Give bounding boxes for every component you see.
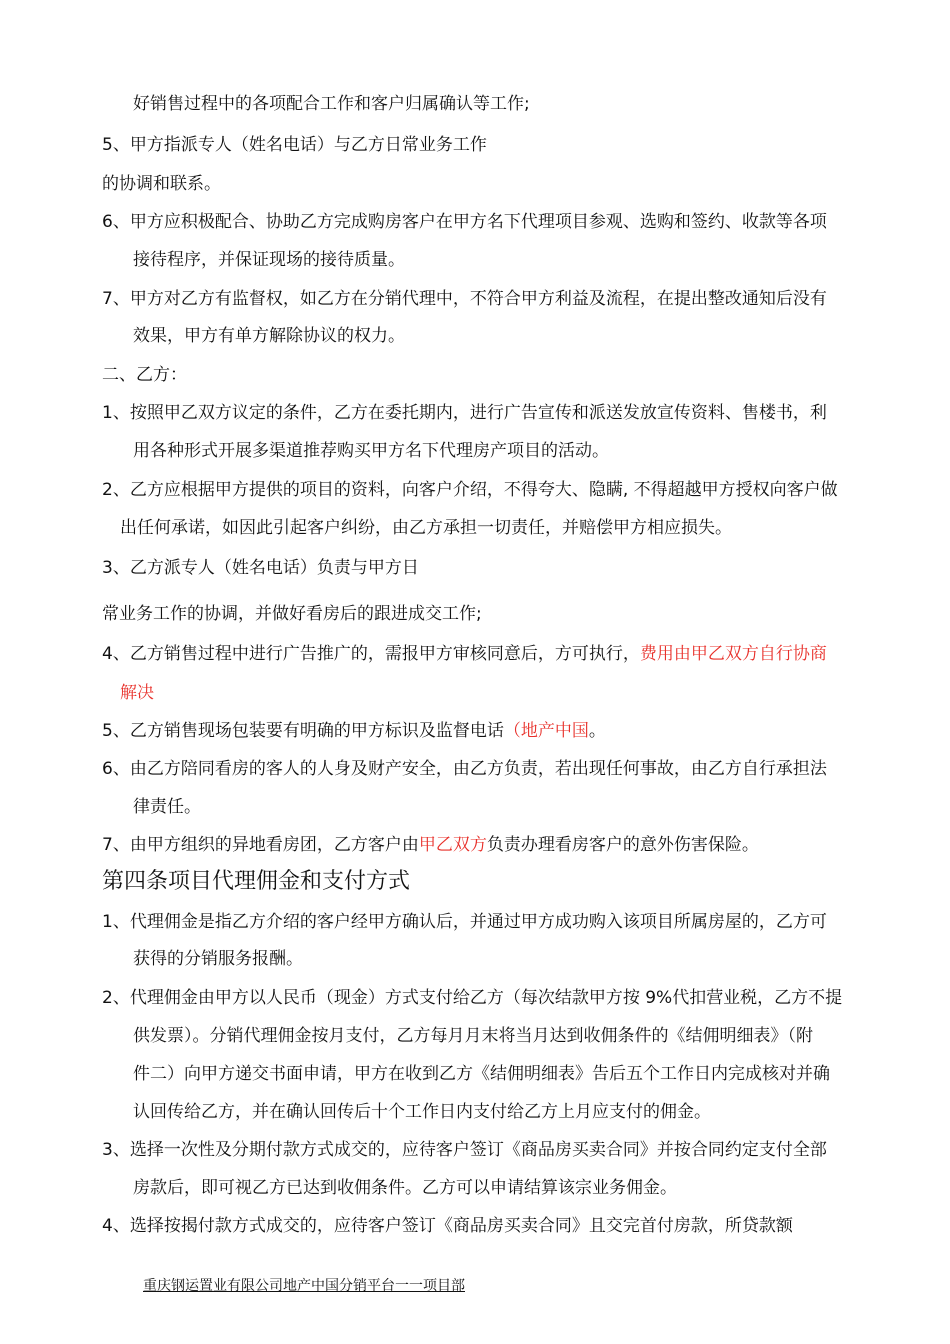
commission-clause-1: 1、代理佣金是指乙方介绍的客户经甲方确认后，并通过甲方成功购入该项目所属房屋的，乙方可 xyxy=(102,912,827,932)
clause-yi-5 xyxy=(102,719,606,743)
clause-yi-2: 2、乙方应根据甲方提供的项目的资料，向客户介绍，不得夸大、隐瞒, 不得超越甲方授权向客户做 xyxy=(102,480,838,500)
text-line: 的协调和联系。 xyxy=(102,174,221,194)
clause-jia-5: 5、甲方指派专人（姓名电话）与乙方日常业务工作 xyxy=(102,135,487,155)
text-run: 4、乙方销售过程中进行广告推广的，需报甲方审核同意后，方可执行， xyxy=(102,644,640,664)
text-line: 出任何承诺，如因此引起客户纠纷，由乙方承担一切责任，并赔偿甲方相应损失。 xyxy=(120,518,732,538)
text-line: 获得的分销服务报酬。 xyxy=(133,949,303,969)
section-yi-heading: 二、乙方： xyxy=(102,365,187,385)
clause-yi-7 xyxy=(102,833,759,857)
clause-yi-3: 3、乙方派专人（姓名电话）负责与甲方日 xyxy=(102,558,419,578)
highlighted-text: 甲乙双方 xyxy=(418,835,487,855)
text-run: 7、由甲方组织的异地看房团，乙方客户由 xyxy=(102,835,419,855)
highlighted-text: 解决 xyxy=(120,683,154,703)
text-line: 效果，甲方有单方解除协议的权力。 xyxy=(133,326,405,346)
text-line: 认回传给乙方，并在确认回传后十个工作日内支付给乙方上月应支付的佣金。 xyxy=(133,1102,711,1122)
highlighted-text: 费用由甲乙双方自行协商 xyxy=(639,644,827,664)
highlighted-text: （地产中国 xyxy=(503,721,589,741)
commission-clause-2: 2、代理佣金由甲方以人民币（现金）方式支付给乙方（每次结款甲方按 9%代扣营业税，乙方不提 xyxy=(102,988,843,1008)
text-line: 律责任。 xyxy=(133,797,201,817)
page-footer: 重庆钢运置业有限公司地产中国分销平台一一项目部 xyxy=(143,1278,465,1294)
text-run: 负责办理看房客户的意外伤害保险。 xyxy=(486,835,759,855)
clause-yi-6: 6、由乙方陪同看房的客人的人身及财产安全，由乙方负责，若出现任何事故，由乙方自行承担法 xyxy=(102,759,827,779)
text-line: 供发票）。分销代理佣金按月支付，乙方每月月末将当月达到收佣条件的《结佣明细表》（附 xyxy=(133,1026,813,1046)
text-run: 。 xyxy=(588,721,606,741)
commission-clause-3: 3、选择一次性及分期付款方式成交的，应待客户签订《商品房买卖合同》并按合同约定支付全部 xyxy=(102,1140,827,1160)
clause-yi-1: 1、按照甲乙双方议定的条件，乙方在委托期内，进行广告宣传和派送发放宣传资料、售楼书，利 xyxy=(102,403,827,423)
clause-jia-6: 6、甲方应积极配合、协助乙方完成购房客户在甲方名下代理项目参观、选购和签约、收款等各项 xyxy=(102,212,827,232)
clause-jia-7: 7、甲方对乙方有监督权，如乙方在分销代理中，不符合甲方利益及流程，在提出整改通知后没有 xyxy=(102,289,827,309)
text-run: 5、乙方销售现场包装要有明确的甲方标识及监督电话 xyxy=(102,721,504,741)
commission-clause-4: 4、选择按揭付款方式成交的，应待客户签订《商品房买卖合同》且交完首付房款，所贷款额 xyxy=(102,1216,793,1236)
text-line: 常业务工作的协调，并做好看房后的跟进成交工作; xyxy=(102,604,482,624)
article-4-heading: 第四条项目代理佣金和支付方式 xyxy=(102,869,411,894)
text-line: 好销售过程中的各项配合工作和客户归属确认等工作; xyxy=(133,94,530,114)
text-line: 房款后，即可视乙方已达到收佣条件。乙方可以申请结算该宗业务佣金。 xyxy=(133,1178,677,1198)
text-line: 接待程序，并保证现场的接待质量。 xyxy=(133,250,405,270)
clause-yi-4 xyxy=(102,642,827,666)
text-line: 件二）向甲方递交书面申请，甲方在收到乙方《结佣明细表》告后五个工作日内完成核对并确 xyxy=(133,1064,830,1084)
text-line: 用各种形式开展多渠道推荐购买甲方名下代理房产项目的活动。 xyxy=(133,441,609,461)
